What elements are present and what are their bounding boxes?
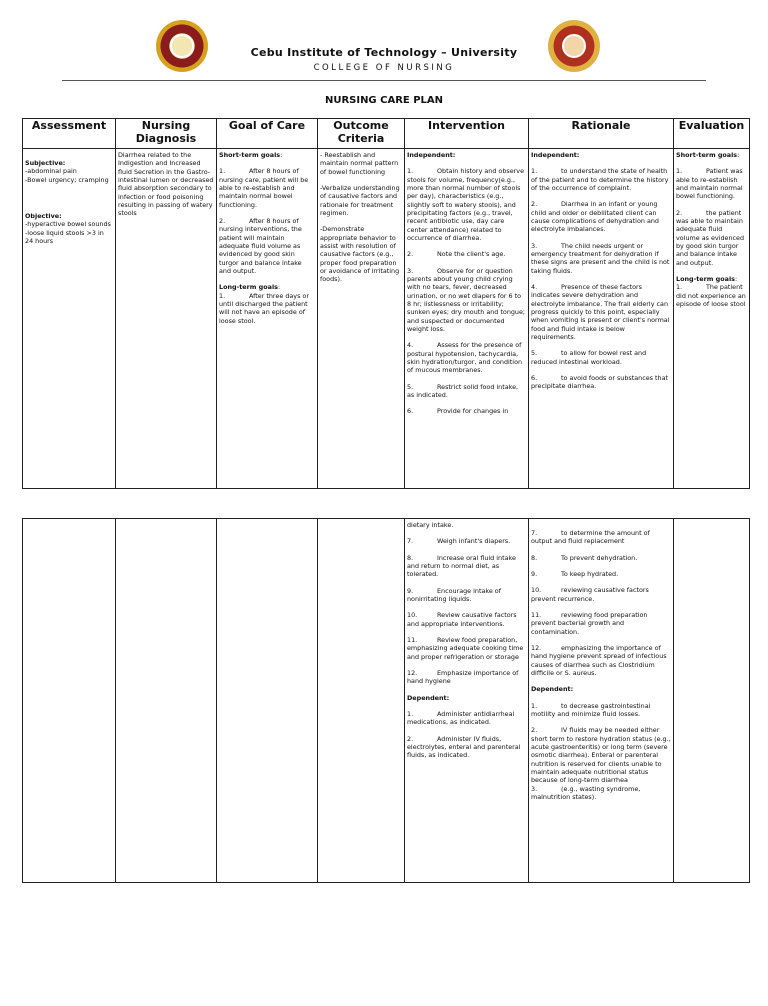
care-plan-table-page1	[22, 118, 750, 489]
assessment-cell-cont	[23, 519, 116, 883]
rationale-item: 10. reviewing causative factors prevent recurrence.	[531, 586, 649, 603]
evaluation-cell-cont	[674, 519, 750, 883]
outcome-item: -Verbalize understanding of causative factors and rationale for treatment regimen.	[320, 183, 400, 217]
rationale-item: 2. Diarrhea in an infant or young child and older or debilitated client can cause complications of dehydration and electrolyte imbalances.	[531, 200, 659, 234]
intervention-cell-cont	[405, 519, 529, 883]
objective-label: Objective:	[25, 211, 62, 220]
outcome-cell	[318, 149, 405, 489]
header-divider	[62, 80, 706, 81]
diagnosis-cell	[116, 149, 217, 489]
intervention-item: 6. Provide for changes in	[407, 407, 509, 416]
intervention-cell	[405, 149, 529, 489]
header-rationale: Rationale	[529, 119, 674, 149]
eval-short-label: Short-term goals	[676, 151, 738, 159]
intervention-item: 10. Review causative factors and appropriate interventions.	[407, 611, 517, 628]
eval-long-label: Long-term goals	[676, 274, 735, 283]
evaluation-cell: Short-term goals: 1. Patient was able to re-establish and maintain normal bowel functioning. 2. the patient was able to maintain adequate fluid volume as evidenced by good skin turgor and balance intake and output. Long-term goals: 1. The patient did not experience an episode of loose stool	[674, 149, 750, 489]
subjective-item: -abdominal pain	[25, 167, 77, 176]
rationale-cell	[529, 149, 674, 489]
outcome-item: - Reestablish and maintain normal pattern of bowel functioning	[320, 151, 399, 176]
intervention-dependent-item: 2. Administer IV fluids, electrolytes, enteral and parenteral fluids, as indicated.	[407, 734, 521, 760]
subjective-label: Subjective:	[25, 159, 66, 167]
header-evaluation: Evaluation	[674, 119, 750, 149]
school-name: Cebu Institute of Technology – University	[250, 46, 518, 59]
intervention-item: 7. Weigh infant's diapers.	[407, 537, 511, 546]
intervention-item: 3. Observe for or question parents about young child crying with no tears, fever, decreased urination, or no wet diapers for 6 to 8 hr; listlessness or irritability; sunken eyes; dry mouth and tongue; and suspected or documented weight loss.	[407, 266, 526, 333]
rationale-item: 11. reviewing food preparation prevent bacterial growth and contamination.	[531, 610, 648, 636]
rationale-item: 5. to allow for bowel rest and reduced intestinal workload.	[531, 349, 647, 366]
header-nursing-diagnosis: Nursing Diagnosis	[116, 119, 217, 149]
objective-item: -loose liquid stools >3 in 24 hours	[25, 228, 104, 245]
independent-label: Independent:	[531, 151, 580, 159]
rationale-item: 12. emphasizing the importance of hand hygiene prevent spread of infectious causes of diarrhea such as Clostridium difficile or S. aureus.	[531, 643, 667, 677]
document-title: NURSING CARE PLAN	[324, 95, 444, 106]
rationale-item: 4. Presence of these factors indicates severe dehydration and electrolyte imbalance. The frail elderly can progress quickly to this point, especially when vomiting is present or client's normal food and fluid intake is below requirements.	[531, 282, 670, 341]
objective-item: -hyperactive bowel sounds	[25, 220, 111, 229]
care-plan-table-page2	[22, 518, 750, 883]
diagnosis-cell-cont	[116, 519, 217, 883]
goal-short-label: Short-term goals	[219, 151, 281, 159]
rationale-item: 8. To prevent dehydration.	[531, 553, 638, 562]
goal-short-2: 2. After 8 hours of nursing interventions, the patient will maintain adequate fluid volume as evidenced by good skin turgor and balance intake and output.	[219, 216, 302, 275]
rationale-item: 9. To keep hydrated.	[531, 569, 619, 578]
intervention-dependent-item: 1. Administer antidiarrheal medications, as indicated.	[407, 709, 515, 727]
intervention-continuation: dietary intake.	[407, 521, 454, 529]
independent-label: Independent:	[407, 151, 456, 159]
diagnosis-text: Diarrhea related to the Indigestion and Increased fluid Secretion in the Gastro-intestinal lumen or decreased fluid absorption secondary to infection or food poisoning resulting in passing of watery stools	[118, 151, 214, 218]
goal-short-1: 1. After 8 hours of nursing care, patient will be able to re-establish and maintain normal bowel functioning.	[219, 167, 309, 209]
goal-long-label: Long-term goals	[219, 283, 278, 292]
dependent-label: Dependent:	[531, 685, 574, 694]
rationale-item: 1. to understand the state of health of the patient and to determine the history of the occurrence of complaint.	[531, 167, 669, 192]
header-assessment: Assessment	[23, 119, 116, 149]
rationale-dependent-item: 2. IV fluids may be needed either short term to restore hydration status (e.g., acute gastroenteritis) or long term (severe osmotic diarrhea). Enteral or parenteral nutrition is reserved for clients unable to maintain adequate nutritional status because of long-term diarrhea	[531, 726, 671, 785]
college-name: COLLEGE OF NURSING	[313, 63, 455, 73]
goal-cell: Short-term goals: 1. After 8 hours of nursing care, patient will be able to re-establish and maintain normal bowel functioning. 2. After 8 hours of nursing interventions, the patient will maintain adequate fluid volume as evidenced by good skin turgor and balance intake and output. Long-term goals: 1. After three days or until discharged the patient will not have an episode of loose stool.	[217, 149, 318, 489]
assessment-cell	[23, 149, 116, 489]
rationale-dependent-item: 3. (e.g., wasting syndrome, malnutrition states).	[531, 784, 641, 801]
eval-short-1: 1. Patient was able to re-establish and maintain normal bowel functioning.	[676, 167, 743, 201]
intervention-item: 4. Assess for the presence of postural hypotension, tachycardia, skin hydration/turgor, and condition of mucous membranes.	[407, 341, 523, 375]
header-outcome-criteria: Outcome Criteria	[318, 119, 405, 149]
intervention-item: 5. Restrict solid food intake, as indicated.	[407, 382, 519, 399]
intervention-item: 1. Obtain history and observe stools for volume, frequency(e.g., more than normal number of stools per day), characteristics (e.g., slightly soft to watery stools), and precipitating factors (e.g., travel, recent antibiotic use, day care center attendance) related to occurrence of diarrhea.	[407, 167, 525, 242]
goal-cell-cont	[217, 519, 318, 883]
rationale-item: 3. The child needs urgent or emergency treatment for dehydration if these signs are present and the child is not taking fluids.	[531, 241, 670, 275]
outcome-cell-cont	[318, 519, 405, 883]
intervention-item: 9. Encourage intake of nonirritating liquids.	[407, 586, 501, 603]
dependent-label: Dependent:	[407, 693, 450, 702]
outcome-item: -Demonstrate appropriate behavior to assist with resolution of causative factors (e.g., proper food preparation or avoidance of irritating foods).	[320, 225, 400, 284]
intervention-item: 12. Emphasize importance of hand hygiene	[407, 668, 519, 686]
rationale-dependent-item: 1. to decrease gastrointestinal motility and minimize fluid losses.	[531, 701, 651, 718]
header-intervention: Intervention	[405, 119, 529, 149]
eval-short-2: 2. the patient was able to maintain adequate fluid volume as evidenced by good skin turgor and balance intake and output.	[676, 208, 745, 267]
intervention-item: 11. Review food preparation, emphasizing adequate cooking time and proper refrigeration or storage	[407, 635, 524, 661]
goal-long-1: 1. After three days or until discharged the patient will not have an episode of loose stool.	[219, 291, 309, 325]
rationale-item: 7. to determine the amount of output and fluid replacement	[531, 529, 650, 546]
subjective-item: -Bowel urgency; cramping	[25, 175, 109, 184]
intervention-item: 2. Note the client's age.	[407, 250, 506, 259]
header-goal-of-care: Goal of Care	[217, 119, 318, 149]
eval-long-1: 1. The patient did not experience an episode of loose stool	[676, 283, 746, 308]
rationale-cell-cont	[529, 519, 674, 883]
rationale-item: 6. to avoid foods or substances that precipitate diarrhea.	[531, 373, 668, 391]
intervention-item: 8. Increase oral fluid intake and return to normal diet, as tolerated.	[407, 553, 516, 579]
